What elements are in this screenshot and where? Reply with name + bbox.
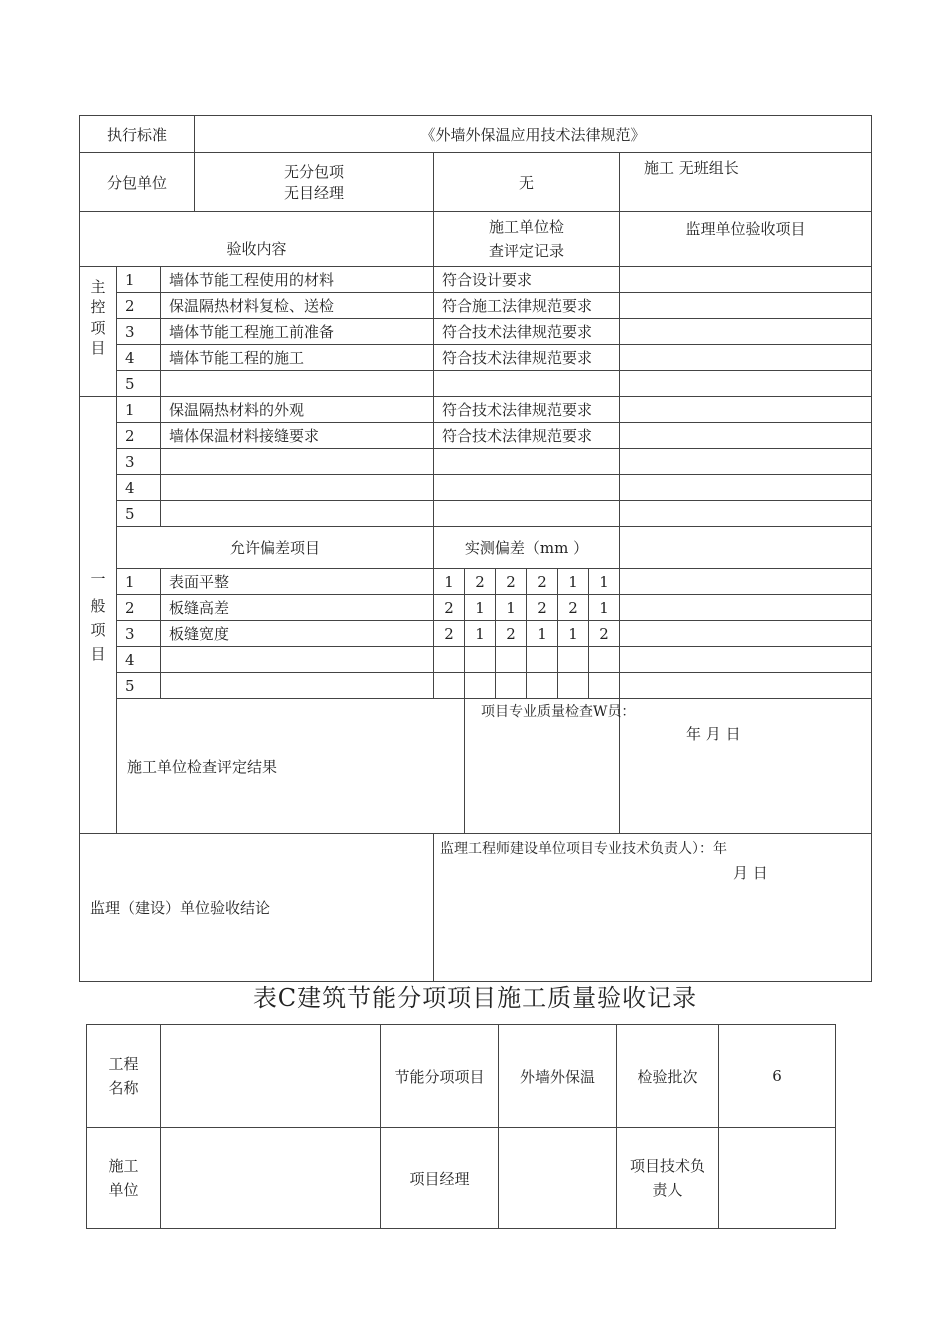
project-name-line1: 工程 xyxy=(108,1055,139,1073)
deviation-value: 2 xyxy=(465,569,496,595)
exec-standard-label: 执行标准 xyxy=(80,116,195,153)
deviation-name: 表面平整 xyxy=(161,569,434,595)
main-no: 4 xyxy=(117,345,161,371)
main-record: 符合施工法律规范要求 xyxy=(434,293,620,319)
deviation-value: 2 xyxy=(496,569,527,595)
main-name: 保温隔热材料复检、送检 xyxy=(161,293,434,319)
deviation-no: 2 xyxy=(117,595,161,621)
main-name: 墙体节能工程施工前准备 xyxy=(161,319,434,345)
deviation-value: 1 xyxy=(527,621,558,647)
main-no: 3 xyxy=(117,319,161,345)
deviation-value: 1 xyxy=(465,595,496,621)
main-char-2: 控 xyxy=(90,298,106,317)
deviation-name: 板缝高差 xyxy=(161,595,434,621)
main-supervisor xyxy=(620,345,872,371)
subcontractor-label: 分包单位 xyxy=(80,153,195,212)
main-no: 2 xyxy=(117,293,161,319)
exec-standard-value: 《外墙外保温应用技术法律规范》 xyxy=(195,116,872,153)
main-record: 符合技术法律规范要求 xyxy=(434,319,620,345)
pm-label: 项目经理 xyxy=(381,1128,499,1229)
general-no: 4 xyxy=(117,475,161,501)
general-name xyxy=(161,501,434,527)
deviation-value: 1 xyxy=(558,621,589,647)
tech-lead-label xyxy=(617,1128,719,1229)
construction-unit-value xyxy=(161,1128,381,1229)
main-supervisor xyxy=(620,293,872,319)
deviation-label: 允许偏差项目 xyxy=(117,527,434,569)
deviation-value: 2 xyxy=(434,595,465,621)
deviation-no: 4 xyxy=(117,647,161,673)
deviation-value xyxy=(589,647,620,673)
deviation-value xyxy=(496,647,527,673)
acceptance-content-label: 验收内容 xyxy=(80,212,434,267)
general-char-3: 项 xyxy=(90,621,106,639)
general-char-2: 般 xyxy=(90,597,106,615)
general-supervisor xyxy=(620,423,872,449)
deviation-value: 2 xyxy=(496,621,527,647)
general-no: 1 xyxy=(117,397,161,423)
general-name: 保温隔热材料的外观 xyxy=(161,397,434,423)
deviation-value xyxy=(496,673,527,699)
deviation-value: 2 xyxy=(527,595,558,621)
project-name-line2: 名称 xyxy=(108,1079,139,1097)
batch-value: 6 xyxy=(719,1025,836,1128)
const-check-header xyxy=(434,212,620,267)
section-title: 表C建筑节能分项项目施工质量验收记录 xyxy=(252,984,698,1012)
engineer-cell xyxy=(434,834,872,982)
general-record xyxy=(434,449,620,475)
deviation-value: 1 xyxy=(589,595,620,621)
general-no: 5 xyxy=(117,501,161,527)
general-name xyxy=(161,449,434,475)
deviation-value xyxy=(465,647,496,673)
main-char-1: 主 xyxy=(90,278,106,296)
deviation-supervisor xyxy=(620,647,872,673)
main-record: 符合技术法律规范要求 xyxy=(434,345,620,371)
deviation-value: 2 xyxy=(558,595,589,621)
deviation-value xyxy=(558,647,589,673)
deviation-value: 1 xyxy=(496,595,527,621)
engineer-label: 监理工程师建设单位项目专业技术负责人）：年 xyxy=(440,841,728,857)
general-record: 符合技术法律规范要求 xyxy=(434,423,620,449)
general-char-1: 一 xyxy=(90,570,106,588)
supervisor-check-header: 监理单位验收项目 xyxy=(620,212,872,267)
main-name: 墙体节能工程使用的材料 xyxy=(161,267,434,293)
main-char-4: 目 xyxy=(90,338,106,357)
inspection-table xyxy=(79,115,872,982)
deviation-value: 1 xyxy=(465,621,496,647)
deviation-value: 2 xyxy=(434,621,465,647)
deviation-supervisor xyxy=(620,595,872,621)
const-check-line1: 施工单位检 xyxy=(489,218,565,236)
general-record xyxy=(434,501,620,527)
batch-label: 检验批次 xyxy=(617,1025,719,1128)
deviation-supervisor xyxy=(620,673,872,699)
date1: 年 月 日 xyxy=(620,699,872,834)
general-supervisor xyxy=(620,475,872,501)
project-name-label xyxy=(87,1025,161,1128)
general-supervisor xyxy=(620,397,872,423)
team-leader: 施工 无班组长 xyxy=(620,153,872,212)
deviation-no: 5 xyxy=(117,673,161,699)
main-supervisor xyxy=(620,267,872,293)
tech-lead-value xyxy=(719,1128,836,1229)
deviation-no: 3 xyxy=(117,621,161,647)
main-char-3: 项 xyxy=(90,318,106,337)
deviation-name: 板缝宽度 xyxy=(161,621,434,647)
deviation-supervisor xyxy=(620,569,872,595)
subcontractor-value xyxy=(195,153,434,212)
subcontractor-line1: 无分包项 xyxy=(284,163,345,181)
deviation-value xyxy=(527,673,558,699)
deviation-value: 1 xyxy=(558,569,589,595)
subitem-value: 外墙外保温 xyxy=(499,1025,617,1128)
main-name xyxy=(161,371,434,397)
deviation-value xyxy=(434,647,465,673)
subcontractor-value2: 无 xyxy=(434,153,620,212)
deviation-name xyxy=(161,647,434,673)
deviation-no: 1 xyxy=(117,569,161,595)
deviation-value: 1 xyxy=(589,569,620,595)
general-supervisor xyxy=(620,449,872,475)
general-record: 符合技术法律规范要求 xyxy=(434,397,620,423)
deviation-value: 2 xyxy=(527,569,558,595)
deviation-value xyxy=(434,673,465,699)
const-result-label: 施工单位检查评定结果 xyxy=(117,699,465,834)
measured-label: 实测偏差（mm ） xyxy=(434,527,620,569)
general-items-label xyxy=(80,397,117,834)
project-name-value xyxy=(161,1025,381,1128)
deviation-value xyxy=(465,673,496,699)
deviation-value: 2 xyxy=(589,621,620,647)
deviation-value xyxy=(527,647,558,673)
general-record xyxy=(434,475,620,501)
general-name xyxy=(161,475,434,501)
main-items-label xyxy=(80,267,117,397)
construction-unit-label xyxy=(87,1128,161,1229)
deviation-name xyxy=(161,673,434,699)
main-record xyxy=(434,371,620,397)
const-check-line2: 查评定记录 xyxy=(489,242,565,260)
deviation-value: 1 xyxy=(434,569,465,595)
pm-value xyxy=(499,1128,617,1229)
main-supervisor xyxy=(620,371,872,397)
general-no: 3 xyxy=(117,449,161,475)
general-no: 2 xyxy=(117,423,161,449)
construction-unit-line2: 单位 xyxy=(108,1181,139,1199)
supervisor-conclusion-label: 监理（建设）单位验收结论 xyxy=(80,834,434,982)
general-name: 墙体保温材料接缝要求 xyxy=(161,423,434,449)
deviation-supervisor xyxy=(620,621,872,647)
project-info-table xyxy=(86,1024,836,1229)
tech-lead-line2: 责人 xyxy=(652,1181,683,1199)
main-no: 1 xyxy=(117,267,161,293)
deviation-value xyxy=(558,673,589,699)
tech-lead-line1: 项目技术负 xyxy=(629,1157,705,1175)
subitem-label: 节能分项项目 xyxy=(381,1025,499,1128)
inspector-label: 项目专业质量检查W员： xyxy=(481,704,636,720)
main-name: 墙体节能工程的施工 xyxy=(161,345,434,371)
construction-unit-line1: 施工 xyxy=(108,1157,139,1175)
general-char-4: 目 xyxy=(90,645,106,663)
inspector-cell xyxy=(465,699,636,834)
main-record: 符合设计要求 xyxy=(434,267,620,293)
main-no: 5 xyxy=(117,371,161,397)
date2: 月 日 xyxy=(733,864,768,882)
main-supervisor xyxy=(620,319,872,345)
subcontractor-line2: 无目经理 xyxy=(284,184,345,202)
deviation-supervisor xyxy=(620,527,872,569)
deviation-value xyxy=(589,673,620,699)
general-supervisor xyxy=(620,501,872,527)
